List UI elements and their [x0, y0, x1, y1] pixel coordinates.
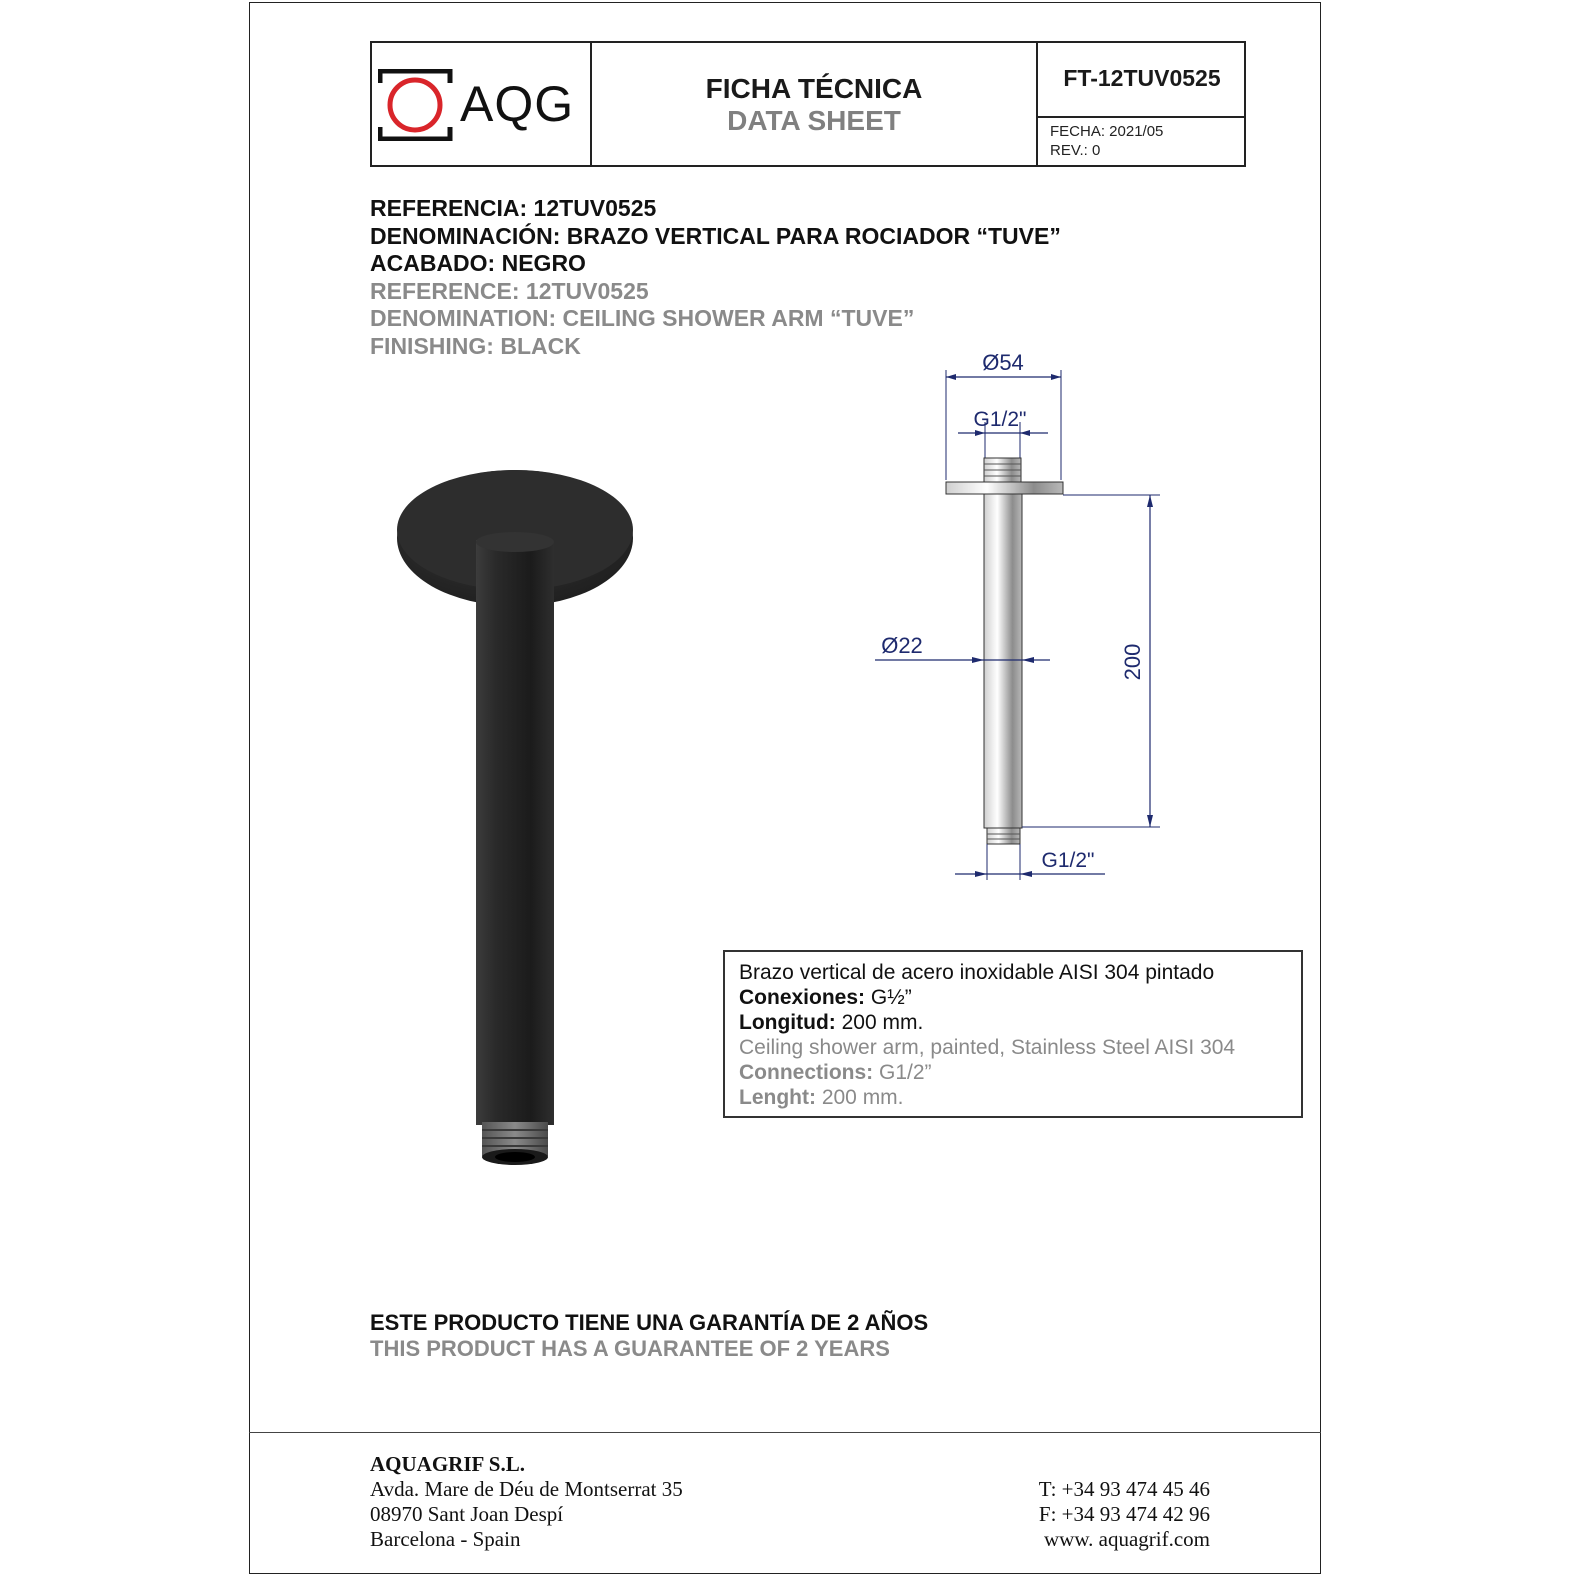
warranty-es: ESTE PRODUCTO TIENE UNA GARANTÍA DE 2 AÑOS — [370, 1310, 929, 1335]
length-es — [739, 1010, 1287, 1035]
footer-address — [370, 1452, 683, 1552]
address-line: Avda. Mare de Déu de Montserrat 35 — [370, 1477, 683, 1501]
description-es: Brazo vertical de acero inoxidable AISI 304 pintado — [739, 961, 1215, 984]
phone-number: T: +34 93 474 45 46 — [1038, 1477, 1210, 1501]
dim-bottom-thread-label: G1/2" — [1041, 849, 1095, 872]
doc-revision: REV.: 0 — [1050, 142, 1101, 159]
header-divider — [1036, 116, 1246, 118]
product-photo — [390, 460, 650, 1180]
website-link[interactable]: www. aquagrif.com — [1043, 1527, 1210, 1551]
reference-es: REFERENCIA: 12TUV0525 — [370, 195, 657, 221]
connections-label-es: Conexiones: — [739, 986, 866, 1009]
dim-flange-label: Ø54 — [982, 350, 1024, 375]
doc-code: FT-12TUV0525 — [1063, 65, 1221, 91]
connections-label-en: Connections: — [739, 1061, 874, 1084]
description-box — [723, 950, 1303, 1118]
length-value-es: 200 mm. — [835, 1011, 924, 1034]
header-divider — [1036, 43, 1038, 165]
logo-mark-icon — [378, 69, 458, 141]
aqg-logo — [378, 69, 583, 141]
warranty-block — [370, 1310, 928, 1362]
connections-value-en: G1/2” — [873, 1061, 932, 1084]
footer-divider — [249, 1432, 1321, 1433]
logo-text: AQG — [460, 76, 575, 132]
connections-en — [739, 1060, 1287, 1085]
dim-length-label: 200 — [1120, 643, 1145, 681]
technical-drawing — [860, 340, 1180, 900]
denomination-en: DENOMINATION: CEILING SHOWER ARM “TUVE” — [370, 305, 915, 331]
description-en: Ceiling shower arm, painted, Stainless Steel AISI 304 — [739, 1036, 1236, 1059]
length-label-en: Lenght: — [739, 1086, 816, 1109]
warranty-en: THIS PRODUCT HAS A GUARANTEE OF 2 YEARS — [370, 1336, 890, 1361]
connections-value-es: G½” — [865, 986, 912, 1009]
denomination-es: DENOMINACIÓN: BRAZO VERTICAL PARA ROCIADOR “TUVE” — [370, 222, 1061, 249]
title-en: DATA SHEET — [727, 105, 901, 136]
length-en — [739, 1085, 1287, 1110]
address-line: Barcelona - Spain — [370, 1527, 521, 1551]
finish-es: ACABADO: NEGRO — [370, 250, 586, 276]
spec-block — [370, 195, 1061, 360]
reference-en: REFERENCE: 12TUV0525 — [370, 277, 649, 304]
dim-tube-label: Ø22 — [881, 633, 923, 658]
dim-top-thread-label: G1/2" — [973, 408, 1027, 431]
company-name: AQUAGRIF S.L. — [370, 1452, 525, 1476]
length-label-es: Longitud: — [739, 1011, 836, 1034]
title-es: FICHA TÉCNICA — [705, 73, 923, 104]
fax-number: F: +34 93 474 42 96 — [1038, 1502, 1210, 1526]
footer-contact — [1039, 1477, 1210, 1552]
doc-date: FECHA: 2021/05 — [1050, 123, 1164, 140]
length-value-en: 200 mm. — [815, 1086, 904, 1109]
header-table — [370, 41, 1246, 167]
connections-es — [739, 985, 1287, 1010]
address-line: 08970 Sant Joan Despí — [370, 1502, 564, 1526]
finish-en: FINISHING: BLACK — [370, 332, 581, 359]
